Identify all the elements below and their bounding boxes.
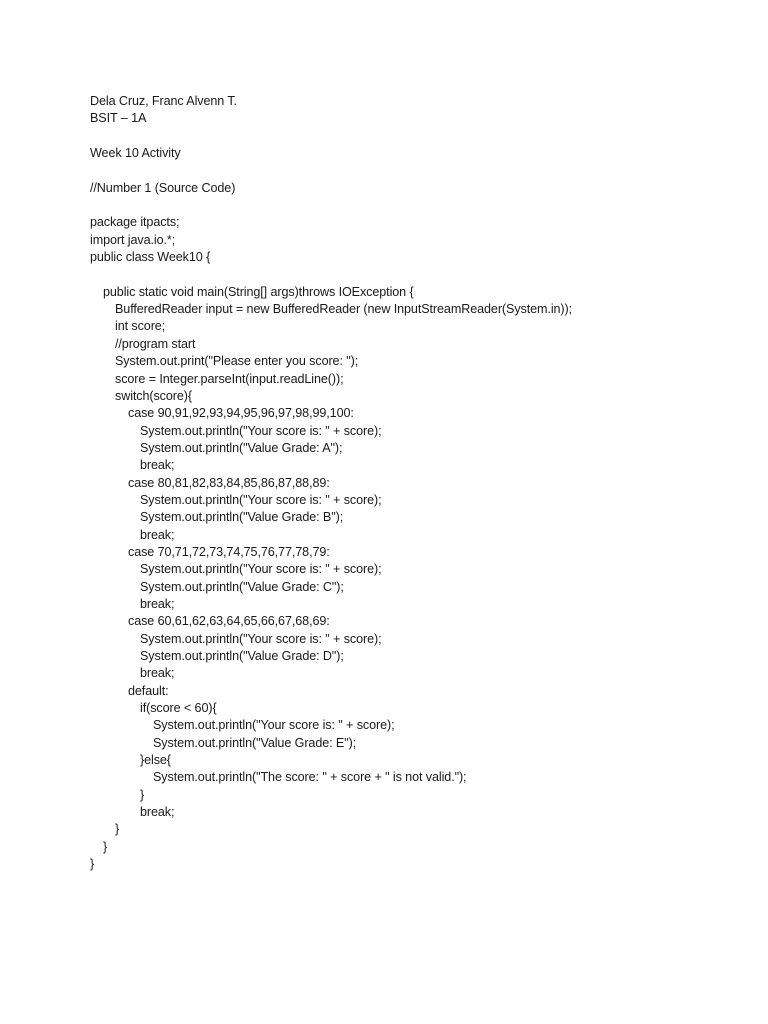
- code-line: }: [90, 857, 95, 872]
- code-line: break;: [140, 458, 175, 473]
- code-line: int score;: [115, 319, 166, 334]
- code-line: case 90,91,92,93,94,95,96,97,98,99,100:: [128, 406, 354, 421]
- code-line: System.out.println("Value Grade: B");: [140, 510, 344, 525]
- code-line: break;: [140, 666, 175, 681]
- code-line: switch(score){: [115, 388, 192, 403]
- document-body: [90, 93, 730, 873]
- code-line: }: [115, 822, 120, 837]
- code-line: System.out.print("Please enter you score: ");: [115, 354, 359, 369]
- student-section: BSIT – 1A: [90, 111, 147, 126]
- spacer: [90, 266, 730, 283]
- code-line: import java.io.*;: [90, 232, 176, 247]
- code-line: //program start: [115, 336, 196, 351]
- code-line: public class Week10 {: [90, 250, 211, 265]
- code-line: System.out.println("Your score is: " + score);: [140, 631, 382, 646]
- code-line: case 80,81,82,83,84,85,86,87,88,89:: [128, 475, 330, 490]
- code-line: break;: [140, 596, 175, 611]
- spacer: [90, 128, 730, 145]
- spacer: [90, 162, 730, 179]
- code-line: System.out.println("Value Grade: E");: [153, 735, 357, 750]
- code-line: case 70,71,72,73,74,75,76,77,78,79:: [128, 544, 330, 559]
- code-line: System.out.println("Your score is: " + score);: [140, 562, 382, 577]
- code-line: package itpacts;: [90, 215, 180, 230]
- spacer: [90, 197, 730, 214]
- code-line: break;: [140, 527, 175, 542]
- code-line: System.out.println("Value Grade: A");: [140, 440, 343, 455]
- code-line: }: [140, 787, 145, 802]
- student-name: Dela Cruz, Franc Alvenn T.: [90, 94, 237, 108]
- code-line: break;: [140, 805, 175, 820]
- section-subtitle: //Number 1 (Source Code): [90, 180, 236, 195]
- code-line: System.out.println("Your score is: " + score);: [140, 492, 382, 507]
- code-line: BufferedReader input = new BufferedReader (new InputStreamReader(System.in));: [115, 302, 573, 317]
- code-line: case 60,61,62,63,64,65,66,67,68,69:: [128, 614, 330, 629]
- code-line: score = Integer.parseInt(input.readLine());: [115, 371, 344, 386]
- code-line: System.out.println("Your score is: " + score);: [140, 423, 382, 438]
- code-line: System.out.println("Value Grade: D");: [140, 649, 344, 663]
- activity-title: Week 10 Activity: [90, 146, 181, 161]
- code-line: System.out.println("Your score is: " + score);: [153, 718, 395, 733]
- code-line: System.out.println("The score: " + score + " is not valid.");: [153, 770, 467, 785]
- code-line: }: [103, 839, 108, 854]
- code-line: if(score < 60){: [140, 701, 217, 716]
- code-line: System.out.println("Value Grade: C");: [140, 579, 344, 594]
- code-line: }else{: [140, 753, 171, 768]
- code-line: public static void main(String[] args)throws IOException {: [103, 284, 414, 299]
- code-line: default:: [128, 683, 169, 698]
